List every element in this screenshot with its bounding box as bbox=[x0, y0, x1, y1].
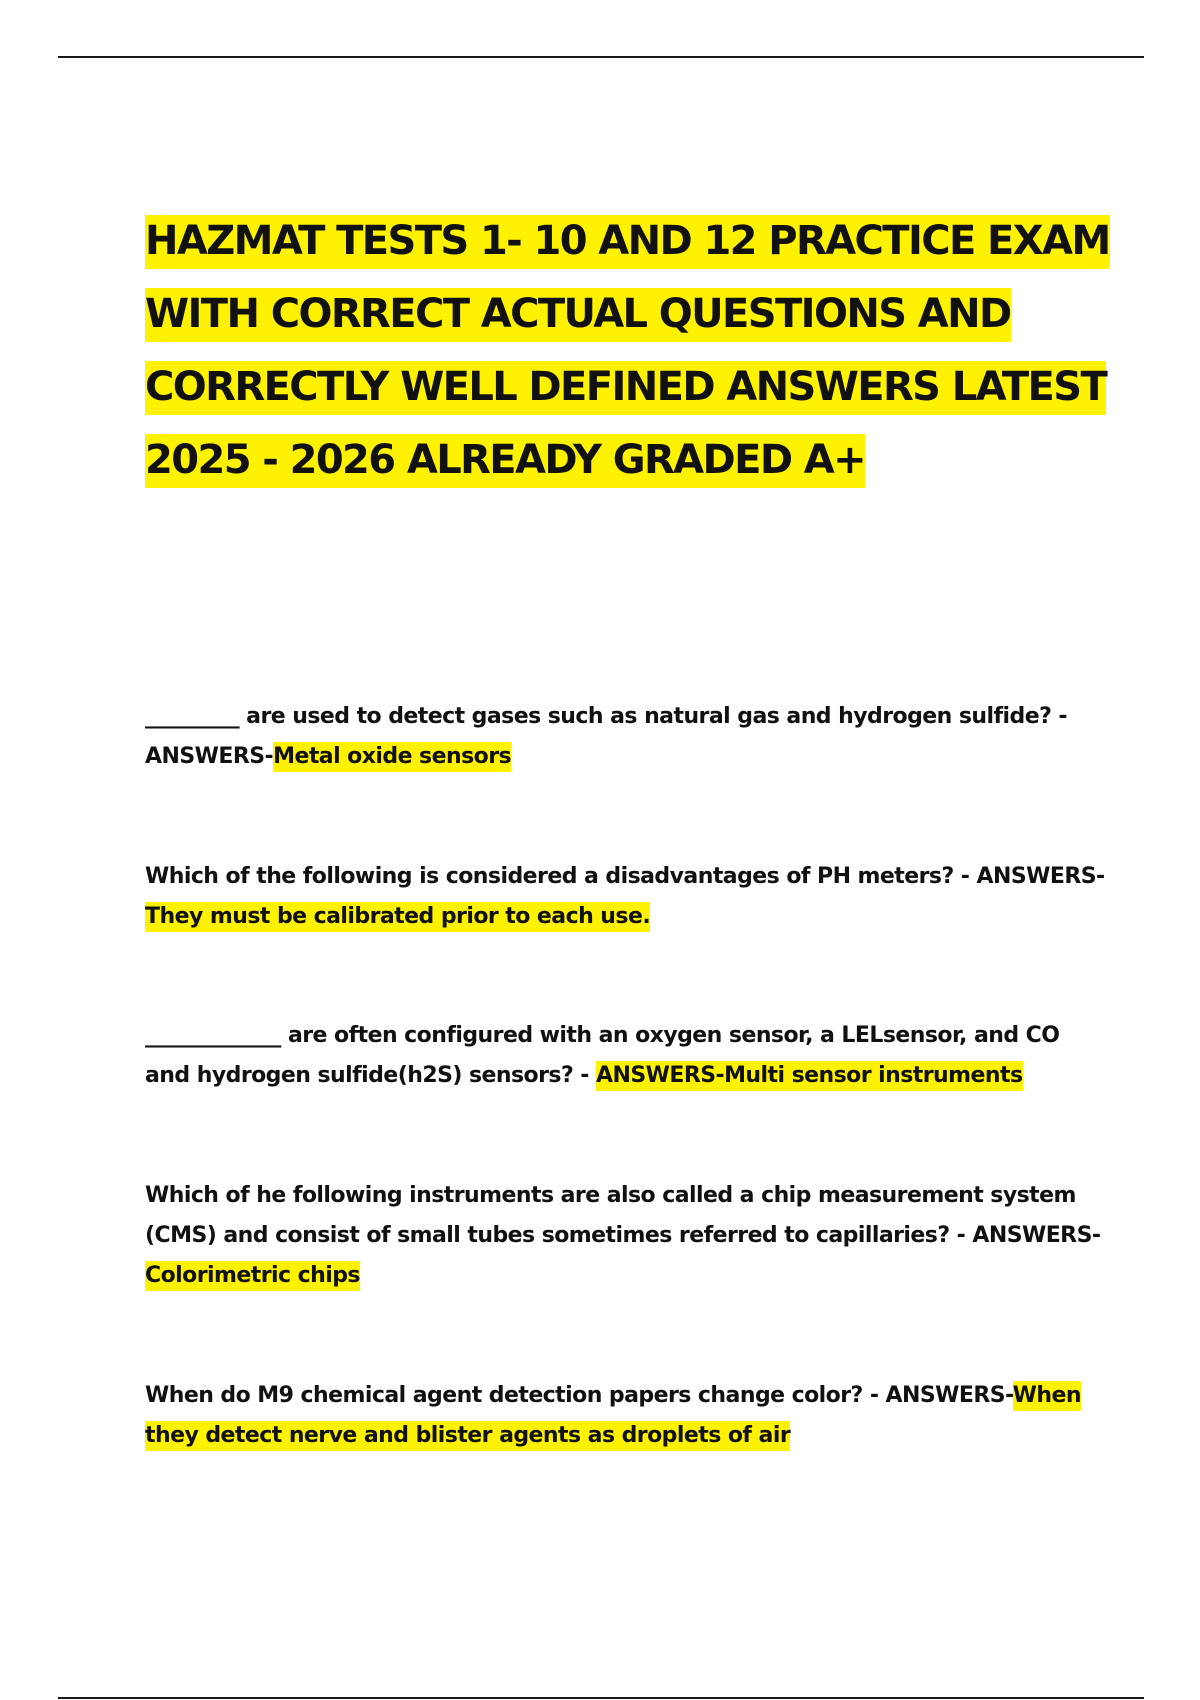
answer-highlight: ANSWERS-Multi sensor instruments bbox=[596, 1061, 1023, 1091]
qa-item-3 bbox=[145, 1016, 1105, 1096]
answer-highlight: When they detect nerve and blister agents as droplets of air bbox=[145, 1381, 1081, 1451]
qa-item-1 bbox=[145, 697, 1105, 777]
qa-item-5 bbox=[145, 1376, 1105, 1456]
question-text: Which of he following instruments are also called a chip measurement system (CMS) and consist of small tubes sometimes referred to capillaries? - ANSWERS- bbox=[145, 1183, 1101, 1248]
answer-highlight: Metal oxide sensors bbox=[273, 742, 511, 772]
question-text: When do M9 chemical agent detection papers change color? - ANSWERS- bbox=[145, 1383, 1013, 1408]
answer-highlight: Colorimetric chips bbox=[145, 1261, 360, 1291]
qa-item-2 bbox=[145, 857, 1105, 937]
answer-highlight: They must be calibrated prior to each use. bbox=[145, 902, 650, 932]
footer-rule bbox=[58, 1697, 1144, 1699]
question-text: Which of the following is considered a disadvantages of PH meters? - ANSWERS- bbox=[145, 864, 1105, 889]
qa-item-4 bbox=[145, 1176, 1105, 1296]
question-text: _________ are used to detect gases such as natural gas and hydrogen sulfide? - ANSWERS- bbox=[145, 704, 1067, 769]
document-title bbox=[145, 205, 1145, 497]
title-highlight: HAZMAT TESTS 1- 10 AND 12 PRACTICE EXAM WITH CORRECT ACTUAL QUESTIONS AND CORRECTLY WELL DEFINED ANSWERS LATEST 2025 - 2026 ALREADY GRADED A+ bbox=[145, 215, 1110, 488]
question-text: _____________ are often configured with an oxygen sensor, a LELsensor, and CO and hydrogen sulfide(h2S) sensors? - bbox=[145, 1023, 1060, 1088]
header-rule bbox=[58, 56, 1144, 58]
